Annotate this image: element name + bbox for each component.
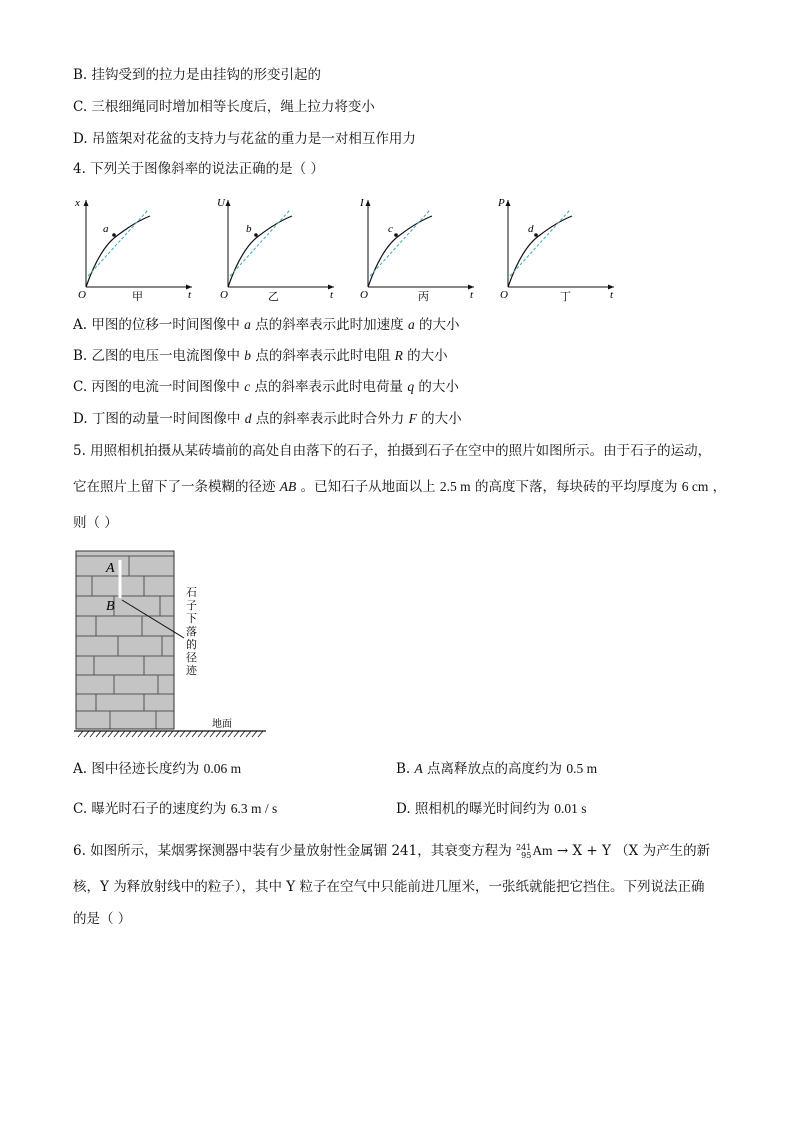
q3-option-d: D. 吊篮架对花盆的支持力与花盆的重力是一对相互作用力	[73, 131, 416, 147]
x-axis-label: t	[470, 289, 474, 301]
graph-bing	[352, 192, 482, 302]
tangent-line	[88, 210, 148, 276]
point-label: c	[388, 223, 393, 235]
y-axis-label: x	[75, 197, 80, 209]
svg-text:的: 的	[186, 638, 197, 651]
y-axis-label: I	[360, 197, 364, 209]
brick-wall-figure	[74, 548, 274, 738]
point-label: a	[103, 223, 109, 235]
point-label: d	[528, 223, 534, 235]
q5-option-b: B. A 点离释放点的高度约为 0.5 m	[396, 761, 598, 777]
x-axis-label: t	[330, 289, 334, 301]
svg-text:径: 径	[186, 651, 197, 664]
q5-stem-line3: 则（ ）	[73, 515, 118, 531]
label-a: A	[106, 561, 115, 576]
x-axis-label: t	[188, 289, 192, 301]
point-label: b	[246, 223, 252, 235]
q3-option-b: B. 挂钩受到的拉力是由挂钩的形变引起的	[73, 67, 322, 83]
caption: 丙	[418, 290, 429, 302]
graph-ding	[492, 192, 622, 302]
point-marker	[112, 233, 116, 237]
label-b: B	[106, 599, 115, 614]
q5-stem-line1: 5. 用照相机拍摄从某砖墙前的高处自由落下的石子，拍摄到石子在空中的照片如图所示。由于石子的运动，	[73, 443, 712, 459]
q4-option-d: D. 丁图的动量一时间图像中 d 点的斜率表示此时合外力 F 的大小	[73, 411, 462, 427]
origin-label: O	[220, 289, 228, 301]
q5-option-c: C. 曝光时石子的速度约为 6.3 m / s	[73, 801, 278, 817]
q6-stem-line1: 6. 如图所示，某烟雾探测器中装有少量放射性金属镅 241，其衰变方程为 241 95Am → X + Y （X 为产生的新	[73, 842, 711, 860]
caption: 丁	[560, 290, 571, 302]
q4-option-c: C. 丙图的电流一时间图像中 c 点的斜率表示此时电荷量 q 的大小	[73, 379, 459, 395]
q4-option-a: A. 甲图的位移一时间图像中 a 点的斜率表示此时加速度 a 的大小	[73, 317, 460, 333]
graph-yi	[212, 192, 342, 302]
caption: 乙	[268, 290, 279, 302]
svg-text:石: 石	[186, 586, 197, 599]
svg-text:下: 下	[186, 612, 197, 625]
q4-option-b: B. 乙图的电压一电流图像中 b 点的斜率表示此时电阻 R 的大小	[73, 348, 448, 364]
y-axis-label: U	[217, 197, 225, 209]
svg-text:子: 子	[186, 599, 197, 612]
q5-stem-line2: 它在照片上留下了一条模糊的径迹 AB 。已知石子从地面以上 2.5 m 的高度下落，每块砖的平均厚度为 6 cm ，	[73, 479, 727, 495]
origin-label: O	[78, 289, 86, 301]
trace-label	[186, 586, 198, 677]
caption: 甲	[132, 290, 143, 302]
ground-hatch	[78, 731, 263, 737]
q3-option-c: C. 三根细绳同时增加相等长度后，绳上拉力将变小	[73, 99, 375, 115]
svg-text:迹: 迹	[186, 664, 197, 677]
q4-stem: 4. 下列关于图像斜率的说法正确的是（ ）	[73, 161, 324, 177]
ground-label: 地面	[212, 719, 232, 730]
nuclide-numbers: 241 95	[516, 842, 532, 860]
q6-stem-line3: 的是（ ）	[73, 911, 132, 927]
origin-label: O	[360, 289, 368, 301]
svg-text:落: 落	[186, 625, 197, 638]
q5-option-d: D. 照相机的曝光时间约为 0.01 s	[396, 801, 587, 817]
graph-jia	[70, 192, 200, 302]
q6-stem-line2: 核，Y 为释放射线中的粒子），其中 Y 粒子在空气中只能前进几厘米，一张纸就能把它挡住。下列说法正确	[73, 879, 705, 895]
y-axis-label: P	[498, 197, 505, 209]
curve	[86, 216, 150, 287]
x-axis-label: t	[610, 289, 614, 301]
q5-option-a: A. 图中径迹长度约为 0.06 m	[73, 761, 242, 777]
origin-label: O	[500, 289, 508, 301]
nuclide-symbol: Am	[532, 843, 553, 858]
